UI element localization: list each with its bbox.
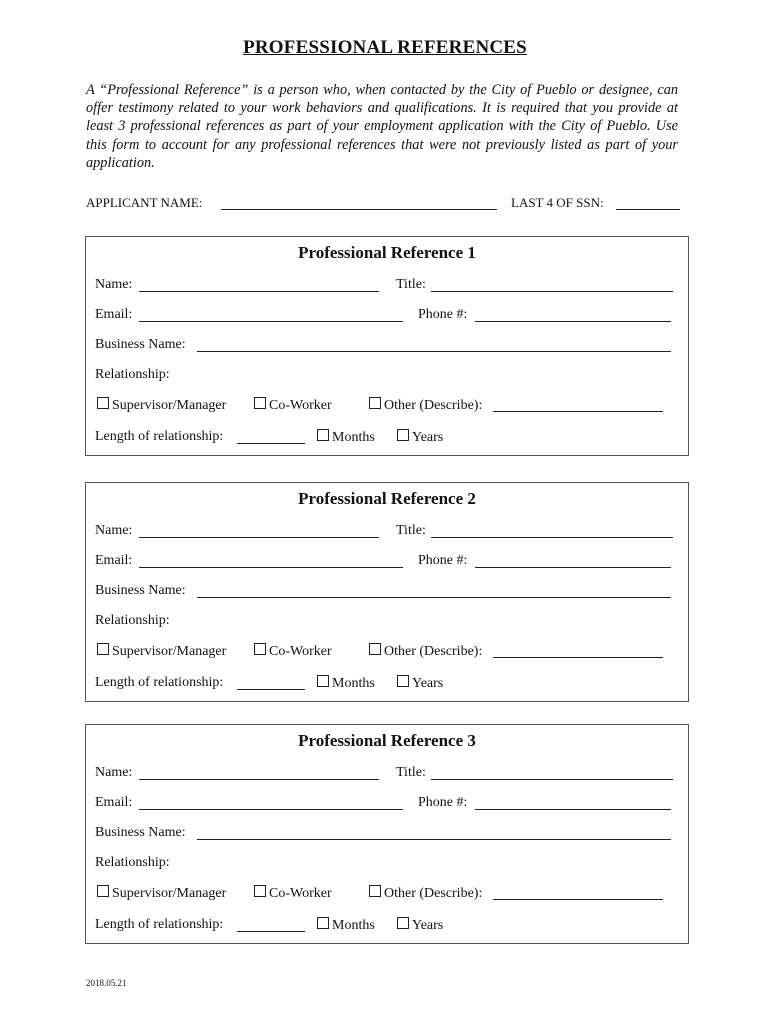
coworker-checkbox[interactable] (254, 397, 266, 409)
title-label: Title: (396, 765, 426, 780)
other-describe-field[interactable] (493, 411, 663, 412)
supervisor-checkbox[interactable] (97, 397, 109, 409)
supervisor-label: Supervisor/Manager (112, 644, 227, 659)
phone-field[interactable] (475, 321, 671, 322)
years-option (397, 917, 443, 934)
other-label: Other (Describe): (384, 886, 483, 901)
reference-box-3 (85, 724, 689, 944)
business-name-label: Business Name: (95, 825, 186, 840)
email-field[interactable] (139, 567, 403, 568)
name-field[interactable] (139, 291, 379, 292)
other-label: Other (Describe): (384, 644, 483, 659)
relationship-label: Relationship: (95, 855, 170, 870)
months-checkbox[interactable] (317, 675, 329, 687)
coworker-checkbox[interactable] (254, 885, 266, 897)
other-describe-field[interactable] (493, 899, 663, 900)
other-checkbox[interactable] (369, 397, 381, 409)
phone-label: Phone #: (418, 795, 468, 810)
other-option (369, 643, 482, 660)
length-field[interactable] (237, 443, 305, 444)
years-checkbox[interactable] (397, 429, 409, 441)
title-field[interactable] (431, 537, 673, 538)
years-label: Years (412, 430, 444, 445)
supervisor-label: Supervisor/Manager (112, 886, 227, 901)
coworker-option (254, 397, 332, 414)
years-label: Years (412, 918, 444, 933)
months-option (317, 917, 375, 934)
relationship-label: Relationship: (95, 613, 170, 628)
months-label: Months (332, 676, 375, 691)
months-label: Months (332, 430, 375, 445)
other-option (369, 885, 482, 902)
email-label: Email: (95, 795, 133, 810)
coworker-label: Co-Worker (269, 886, 332, 901)
months-option (317, 675, 375, 692)
years-option (397, 429, 443, 446)
years-label: Years (412, 676, 444, 691)
supervisor-option (97, 885, 226, 902)
name-field[interactable] (139, 537, 379, 538)
phone-label: Phone #: (418, 553, 468, 568)
business-name-field[interactable] (197, 597, 671, 598)
length-label: Length of relationship: (95, 917, 224, 932)
coworker-label: Co-Worker (269, 644, 332, 659)
email-field[interactable] (139, 321, 403, 322)
supervisor-label: Supervisor/Manager (112, 398, 227, 413)
coworker-option (254, 885, 332, 902)
name-label: Name: (95, 523, 133, 538)
length-label: Length of relationship: (95, 675, 224, 690)
business-name-label: Business Name: (95, 337, 186, 352)
business-name-field[interactable] (197, 839, 671, 840)
supervisor-checkbox[interactable] (97, 643, 109, 655)
email-label: Email: (95, 553, 133, 568)
title-field[interactable] (431, 291, 673, 292)
other-checkbox[interactable] (369, 643, 381, 655)
footer-date: 2018.05.21 (86, 978, 127, 988)
coworker-label: Co-Worker (269, 398, 332, 413)
years-option (397, 675, 443, 692)
months-checkbox[interactable] (317, 917, 329, 929)
email-field[interactable] (139, 809, 403, 810)
length-label: Length of relationship: (95, 429, 224, 444)
applicant-name-label: APPLICANT NAME: (86, 195, 203, 210)
name-field[interactable] (139, 779, 379, 780)
years-checkbox[interactable] (397, 917, 409, 929)
email-label: Email: (95, 307, 133, 322)
coworker-option (254, 643, 332, 660)
reference-heading: Professional Reference 3 (298, 731, 476, 750)
supervisor-option (97, 643, 226, 660)
reference-box-1 (85, 236, 689, 456)
phone-field[interactable] (475, 567, 671, 568)
name-label: Name: (95, 765, 133, 780)
ssn-field[interactable] (616, 209, 680, 210)
title-field[interactable] (431, 779, 673, 780)
months-label: Months (332, 918, 375, 933)
months-checkbox[interactable] (317, 429, 329, 441)
name-label: Name: (95, 277, 133, 292)
phone-field[interactable] (475, 809, 671, 810)
title-label: Title: (396, 523, 426, 538)
supervisor-checkbox[interactable] (97, 885, 109, 897)
title-label: Title: (396, 277, 426, 292)
supervisor-option (97, 397, 226, 414)
reference-box-2 (85, 482, 689, 702)
other-describe-field[interactable] (493, 657, 663, 658)
business-name-field[interactable] (197, 351, 671, 352)
other-checkbox[interactable] (369, 885, 381, 897)
business-name-label: Business Name: (95, 583, 186, 598)
reference-heading: Professional Reference 1 (298, 243, 476, 262)
phone-label: Phone #: (418, 307, 468, 322)
years-checkbox[interactable] (397, 675, 409, 687)
length-field[interactable] (237, 689, 305, 690)
months-option (317, 429, 375, 446)
other-option (369, 397, 482, 414)
reference-heading: Professional Reference 2 (298, 489, 476, 508)
ssn-label: LAST 4 OF SSN: (511, 195, 604, 210)
length-field[interactable] (237, 931, 305, 932)
other-label: Other (Describe): (384, 398, 483, 413)
relationship-label: Relationship: (95, 367, 170, 382)
intro-paragraph: A “Professional Reference” is a person who, when contacted by the City of Pueblo or designee, can offer testimony related to your work behaviors and qualifications. It is required that you provide at least 3 professional references as part of your employment application with the City of Pueblo. Use this form to account for any professional references that were not previously listed as part of your application. (86, 82, 678, 171)
page-title: PROFESSIONAL REFERENCES (243, 37, 527, 58)
coworker-checkbox[interactable] (254, 643, 266, 655)
applicant-name-field[interactable] (221, 209, 497, 210)
